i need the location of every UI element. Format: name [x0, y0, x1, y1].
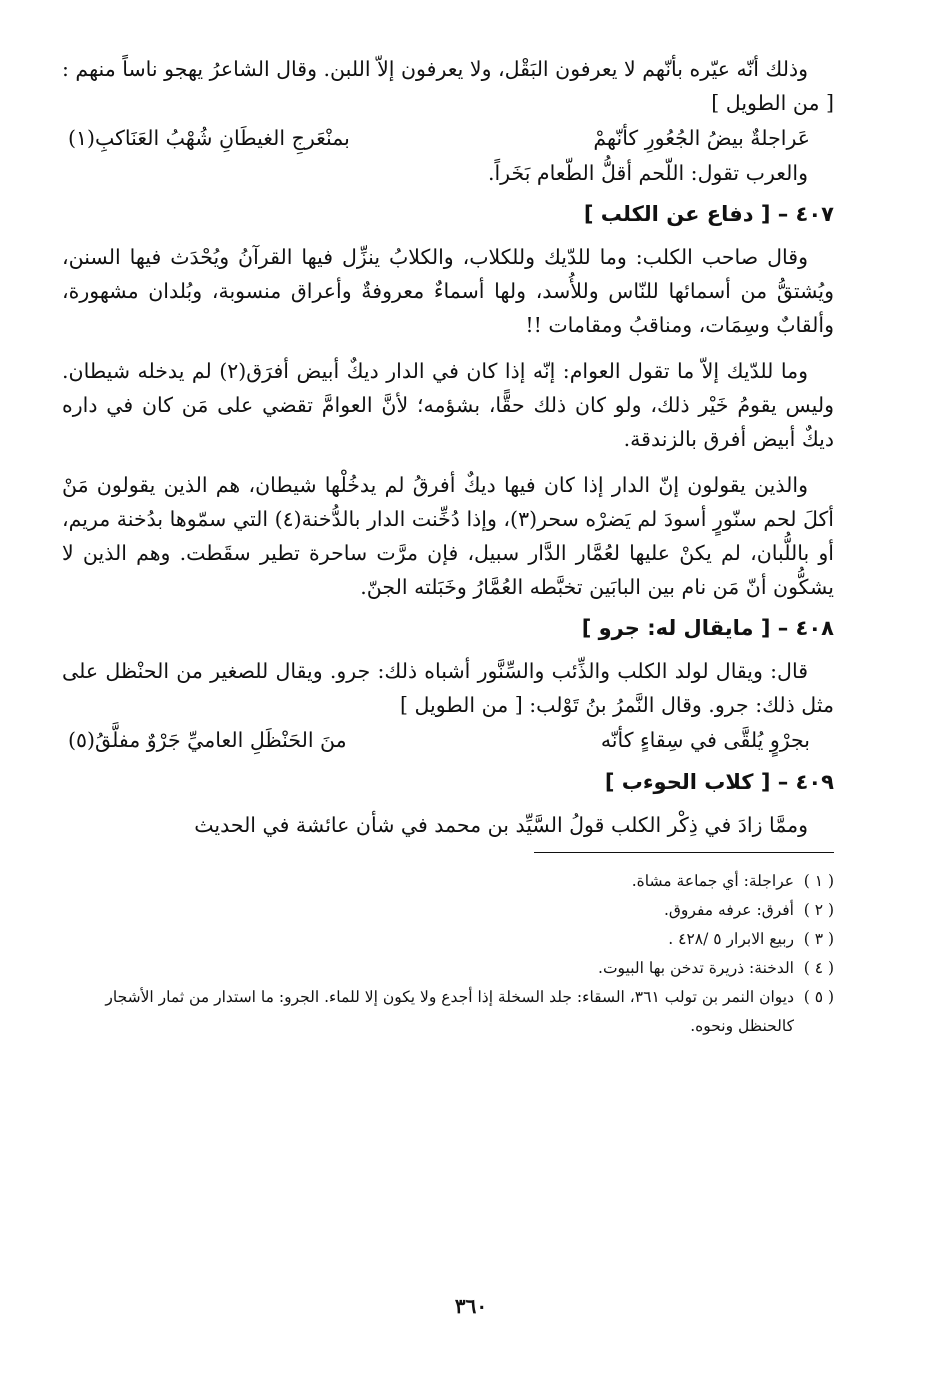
- footnote: [62, 983, 834, 1041]
- verse-second-hemistich: بمنْعَرجِ الغيطَانِ شُهْبُ العَنَاكبِ(١): [68, 126, 350, 150]
- intro-closing: والعرب تقول: اللّحم أقلُّ الطّعام بَخَراً.: [487, 161, 808, 185]
- section-409-paragraph-1: وممَّا زادَ في ذِكْر الكلب قولُ السَّيِّد بن محمد في شأن عائشة في الحديث: [194, 813, 808, 837]
- footnote-number: ( ١ ): [803, 872, 834, 890]
- footnote: [62, 896, 834, 925]
- footnote: [62, 954, 834, 983]
- footnote-number: ( ٣ ): [803, 930, 834, 948]
- footnote-divider: [534, 852, 834, 853]
- section-heading-409: ٤٠٩ – [ كلاب الحوءب ]: [604, 770, 834, 794]
- footnote-number: ( ٢ ): [803, 901, 834, 919]
- section-heading-407: ٤٠٧ – [ دفاع عن الكلب ]: [583, 202, 834, 226]
- footnote-text: أفرق: عرفه مفروق.: [663, 901, 794, 919]
- footnote-text: ديوان النمر بن تولب ٣٦١، السقاء: جلد السخلة إذا أجدع ولا يكون إلا للماء. الجرو: ما استدار من ثمار الأشجار كالحنظل ونحوه.: [105, 988, 794, 1035]
- footnote-number: ( ٤ ): [803, 959, 834, 977]
- section-407-paragraph-3: والذين يقولون إنّ الدار إذا كان فيها ديكٌ أفرقُ لم يدخُلْها شيطان، هم الذين يقولون مَنْ أكلَ لحم سنّورٍ أسودَ لم يَضرْه سحر(٣)، وإذا دُخِّنت الدار بالدُّخنة(٤) التي سمّوها بدُخنة مريم، أو باللُّبان، لم يكنْ عليها لعُمَّار الدَّار سبيل، فإن مرَّت ساحرة تطير سقَطت. وهم الذين لا يشكُّون أنّ مَن نام بين البابَين تخبَّطه العُمَّارُ وخَبَلته الجنّ.: [62, 473, 834, 599]
- poem-verse-2: [62, 722, 834, 758]
- poem-verse-1: [62, 120, 834, 156]
- intro-paragraph: وذلك أنّه عيّره بأنّهم لا يعرفون البَقْل، ولا يعرفون إلاّ اللبن. وقال الشاعرُ يهجو ناساً منهم : [ من الطويل ]: [62, 57, 834, 115]
- verse-second-hemistich: منَ الحَنْظَلِ العاميِّ جَرْوٌ مفلَّقُ(٥): [68, 728, 347, 752]
- verse-first-hemistich: بجرْوٍ يُلقَّى في سِقاءٍ كأنّه: [600, 728, 810, 752]
- footnote-text: الدخنة: ذريرة تدخن بها البيوت.: [598, 959, 794, 977]
- section-407-paragraph-2: وما للدّيك إلاّ ما تقول العوام: إنّه إذا كان في الدار ديكٌ أبيض أفرَق(٢) لم يدخله شيطان. وليس يقومُ خَيْر ذلك، ولو كان ذلك حقًّا، بشؤمه؛ لأنَّ العوامَّ تقضي على مَن كان في داره ديكٌ أبيض أفرق بالزندقة.: [62, 359, 834, 451]
- section-408-paragraph-1: قال: ويقال لولد الكلب والذِّئب والسِّنَّور أشباه ذلك: جرو. ويقال للصغير من الحنْظل على مثل ذلك: جرو. وقال النَّمرُ بنُ تَوْلب: [ من الطويل ]: [62, 659, 834, 717]
- section-heading-408: ٤٠٨ – [ مايقال له: جرو ]: [581, 616, 834, 640]
- footnote-text: عراجلة: أي جماعة مشاة.: [631, 872, 794, 890]
- section-407-paragraph-1: وقال صاحب الكلب: وما للدّيك وللكلاب، والكلابُ ينزِّل فيها القرآنُ ويُحْدَث فيها السنن، ويُشتقُّ من أسمائها للنّاس وللأُسد، ولها أسماءٌ معروفةٌ وأعراق منسوبة، وبُلدان مشهورة، وألقابٌ وسِمَات، ومناقبُ ومقامات !!: [62, 245, 834, 337]
- book-page: [62, 52, 834, 1041]
- footnote-text: ربيع الابرار ٥ /٤٢٨ .: [668, 930, 794, 948]
- page-number: ٣٦٠: [454, 1294, 488, 1318]
- footnote-number: ( ٥ ): [803, 988, 834, 1006]
- verse-first-hemistich: عَراجلةٌ بيضُ الجُعُورِ كأنّهمْ: [593, 126, 810, 150]
- footnote: [62, 925, 834, 954]
- footnote: [62, 867, 834, 896]
